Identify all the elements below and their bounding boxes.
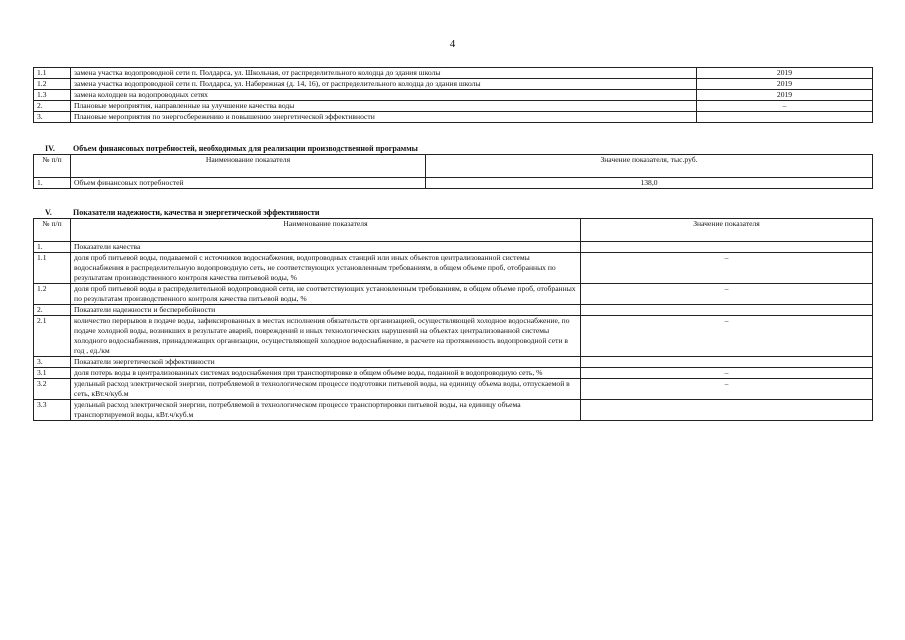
- cell-text: Плановые мероприятия по энергосбережению и повышению энергетической эффективности: [71, 112, 697, 123]
- cell-num: 3.: [34, 357, 71, 368]
- table-row: [34, 242, 873, 253]
- header-name: Наименование показателя: [71, 219, 581, 242]
- cell-value: [581, 357, 873, 368]
- header-value: Значение показателя: [581, 219, 873, 242]
- cell-text: замена участка водопроводной сети п. Полдарса, ул. Набережная (д. 14, 16), от распределительного колодца до здания школы: [71, 79, 697, 90]
- table-row: [34, 284, 873, 305]
- header-value: Значение показателя, тыс.руб.: [426, 155, 873, 178]
- cell-num: 1.: [34, 178, 71, 189]
- header-name: Наименование показателя: [71, 155, 426, 178]
- table-row: [34, 368, 873, 379]
- cell-year: 2019: [697, 90, 873, 101]
- cell-name: доля проб питьевой воды, подаваемой с источников водоснабжения, водопроводных станций или иных объектов централизованной системы водоснабжения в распределительную водопроводную сеть, не соответствующих установленным требованиям, в общем объеме проб, отобранных по результатам производственного контроля качества питьевой воды, %: [71, 253, 581, 284]
- cell-year: [697, 112, 873, 123]
- table-header-row: [34, 155, 873, 178]
- section-5-number: V.: [45, 208, 52, 217]
- table-row: [34, 90, 873, 101]
- cell-num: 2.: [34, 101, 71, 112]
- table-row: [34, 400, 873, 421]
- cell-text: Плановые мероприятия, направленные на улучшение качества воды: [71, 101, 697, 112]
- cell-name: Показатели энергетической эффективности: [71, 357, 581, 368]
- page-number: 4: [449, 38, 456, 50]
- cell-name: доля потерь воды в централизованных системах водоснабжения при транспортировке в общем объеме воды, поданной в водопроводную сеть, %: [71, 368, 581, 379]
- table-row: [34, 178, 873, 189]
- measures-table: [33, 67, 873, 123]
- table-row: [34, 357, 873, 368]
- header-num: № п/п: [34, 155, 71, 178]
- cell-text: замена колодцев на водопроводных сетях: [71, 90, 697, 101]
- cell-value: [581, 400, 873, 421]
- cell-name: Объем финансовых потребностей: [71, 178, 426, 189]
- cell-year: 2019: [697, 68, 873, 79]
- cell-num: 3.2: [34, 379, 71, 400]
- section-4-number: IV.: [45, 144, 55, 153]
- cell-num: 1.2: [34, 79, 71, 90]
- cell-name: Показатели качества: [71, 242, 581, 253]
- cell-year: 2019: [697, 79, 873, 90]
- indicators-table: [33, 218, 873, 421]
- cell-num: 1.1: [34, 68, 71, 79]
- cell-name: Показатели надежности и бесперебойности: [71, 305, 581, 316]
- cell-text: замена участка водопроводной сети п. Полдарса, ул. Школьная, от распределительного колодца до здания школы: [71, 68, 697, 79]
- cell-num: 2.1: [34, 316, 71, 357]
- cell-num: 1.: [34, 242, 71, 253]
- table-header-row: [34, 219, 873, 242]
- financial-table: [33, 154, 873, 189]
- table-row: [34, 112, 873, 123]
- cell-value: –: [581, 284, 873, 305]
- cell-num: 1.2: [34, 284, 71, 305]
- table-row: [34, 68, 873, 79]
- cell-num: 1.1: [34, 253, 71, 284]
- cell-num: 2.: [34, 305, 71, 316]
- table-row: [34, 305, 873, 316]
- cell-num: 1.3: [34, 90, 71, 101]
- cell-num: 3.: [34, 112, 71, 123]
- cell-value: –: [581, 379, 873, 400]
- cell-name: удельный расход электрической энергии, потребляемой в технологическом процессе транспортировки питьевой воды, на единицу объема транспортируемой воды, кВт.ч/куб.м: [71, 400, 581, 421]
- table-row: [34, 101, 873, 112]
- table-row: [34, 79, 873, 90]
- header-num: № п/п: [34, 219, 71, 242]
- cell-num: 3.1: [34, 368, 71, 379]
- cell-name: количество перерывов в подаче воды, зафиксированных в местах исполнения обязательств организацией, осуществляющей холодное водоснабжение, по подаче холодной воды, возникших в результате аварий, повреждений и иных технологических нарушений на объектах централизованной системы холодного водоснабжения, принадлежащих организации, осуществляющей холодное водоснабжение, в расчете на протяженность водопроводной сети в год , ед./км: [71, 316, 581, 357]
- section-4-title: Объем финансовых потребностей, необходимых для реализации производственной программы: [73, 144, 418, 153]
- cell-value: [581, 242, 873, 253]
- cell-value: [581, 305, 873, 316]
- table-row: [34, 253, 873, 284]
- cell-name: удельный расход электрической энергии, потребляемой в технологическом процессе подготовки питьевой воды, на единицу объема воды, отпускаемой в сеть, кВт.ч/куб.м: [71, 379, 581, 400]
- cell-num: 3.3: [34, 400, 71, 421]
- section-5-title: Показатели надежности, качества и энергетической эффективности: [73, 208, 320, 217]
- cell-year: –: [697, 101, 873, 112]
- cell-name: доля проб питьевой воды в распределительной водопроводной сети, не соответствующих установленным требованиям, в общем объеме проб, отобранных по результатам производственного контроля качества питьевой воды, %: [71, 284, 581, 305]
- table-row: [34, 379, 873, 400]
- cell-value: –: [581, 368, 873, 379]
- cell-value: –: [581, 316, 873, 357]
- cell-value: 138,0: [426, 178, 873, 189]
- table-row: [34, 316, 873, 357]
- cell-value: –: [581, 253, 873, 284]
